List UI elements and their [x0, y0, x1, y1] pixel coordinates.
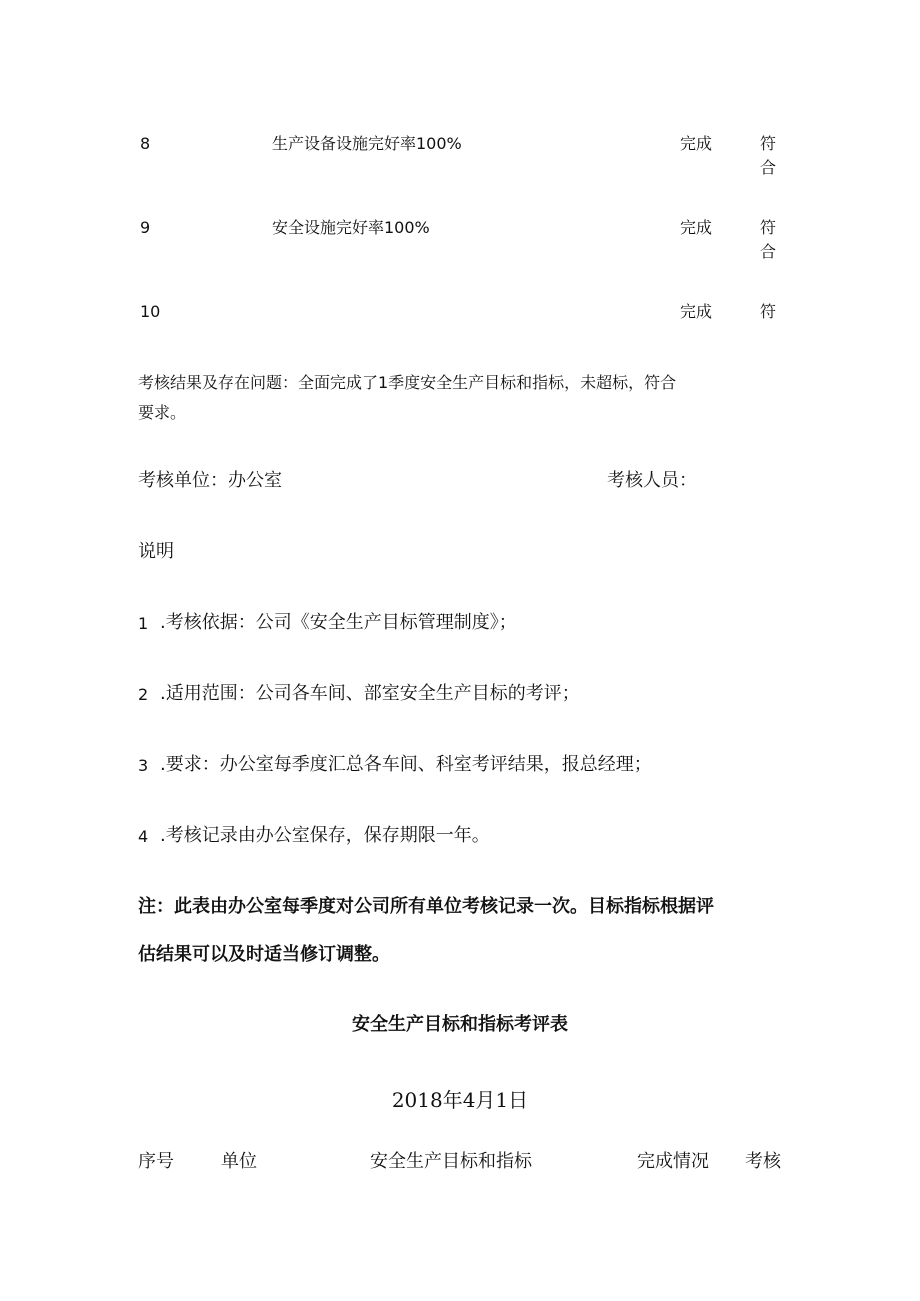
result-text-line1: 考核结果及存在问题：全面完成了1季度安全生产目标和指标，未超标，符合 [138, 373, 677, 392]
remark-line2: 估结果可以及时适当修订调整。 [138, 944, 390, 965]
row-target: 安全设施完好率100% [272, 218, 430, 237]
note-text: .考核依据：公司《安全生产目标管理制度》； [160, 612, 517, 633]
row-evaluation-bottom: 合 [760, 242, 777, 261]
row-evaluation-top: 符 [760, 218, 777, 237]
note-text: .要求：办公室每季度汇总各车间、科室考评结果，报总经理； [160, 754, 652, 775]
assessor-unit: 考核单位：办公室 [138, 470, 282, 491]
assessor-person: 考核人员： [607, 470, 697, 491]
remark-line1: 注：此表由办公室每季度对公司所有单位考核记录一次。目标指标根据评 [138, 896, 714, 917]
note-number: 1 [138, 614, 149, 633]
form-title: 安全生产目标和指标考评表 [352, 1014, 568, 1035]
header-unit: 单位 [221, 1151, 257, 1172]
note-number: 3 [138, 756, 149, 775]
header-seq: 序号 [138, 1151, 174, 1172]
row-number: 9 [140, 218, 151, 237]
note-text: .适用范围：公司各车间、部室安全生产目标的考评； [160, 683, 580, 704]
form-date: 2018年4月1日 [391, 1088, 529, 1112]
row-number: 8 [140, 134, 151, 153]
note-text: .考核记录由办公室保存，保存期限一年。 [160, 825, 490, 846]
row-status: 完成 [680, 302, 713, 321]
row-evaluation-top: 符 [760, 134, 777, 153]
row-status: 完成 [680, 134, 713, 153]
row-number: 10 [140, 302, 161, 321]
note-number: 4 [138, 827, 149, 846]
row-status: 完成 [680, 218, 713, 237]
notes-heading: 说明 [138, 541, 174, 562]
row-evaluation-top: 符 [760, 302, 777, 321]
result-text-line2: 要求。 [138, 403, 187, 422]
header-status: 完成情况 [637, 1151, 709, 1172]
note-number: 2 [138, 685, 149, 704]
row-target: 生产设备设施完好率100% [272, 134, 462, 153]
header-target: 安全生产目标和指标 [370, 1151, 532, 1172]
header-evaluation: 考核 [745, 1151, 781, 1172]
row-evaluation-bottom: 合 [760, 158, 777, 177]
